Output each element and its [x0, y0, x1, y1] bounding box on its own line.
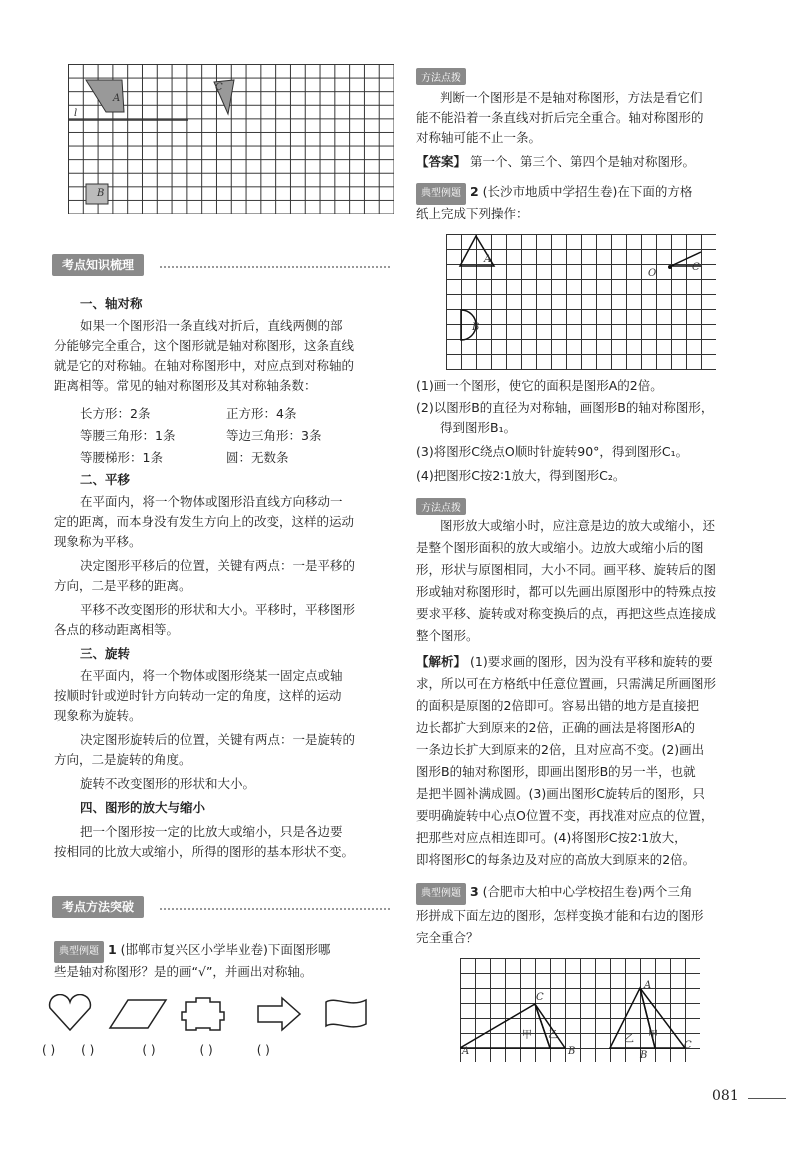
label-a: A: [644, 980, 652, 991]
question-2: 得到图形B₁。: [440, 420, 517, 435]
text-line: 在平面内，将一个物体或图形沿直线方向移动一: [80, 494, 343, 509]
heading-rotation: 三、旋转: [80, 646, 131, 661]
axis-count-item: 等边三角形：3条: [226, 428, 322, 443]
label-o: O: [648, 268, 657, 279]
analysis-line1: [416, 652, 713, 672]
example-question: 形拼成下面左边的图形，怎样变换才能和右边的图形: [416, 908, 704, 923]
label-a: A: [484, 254, 492, 265]
page-number: 081: [712, 1088, 739, 1104]
example-2-line1: [416, 182, 692, 205]
text-line: 方向，二是平移的距离。: [54, 578, 192, 593]
example-number: 3: [469, 884, 479, 899]
answer-line: [416, 152, 695, 172]
answer-brackets: [42, 1040, 392, 1060]
right-figure-yi: [640, 988, 685, 1048]
text-line: 把一个图形按一定的比放大或缩小，只是各边要: [80, 824, 343, 839]
question-4: (4)把图形C按2∶1放大，得到图形C₂。: [416, 468, 626, 483]
axis-count-item: 等腰三角形：1条: [80, 428, 176, 443]
page-number-rule: [748, 1098, 786, 1099]
section-title-knowledge: 考点知识梳理: [52, 254, 144, 276]
label-jia: 甲: [648, 1030, 658, 1041]
cross-shape: [182, 998, 224, 1030]
axis-count-item: 长方形：2条: [80, 406, 151, 421]
axis-count-item: 正方形：4条: [226, 406, 297, 421]
method-tag-1: [416, 66, 466, 85]
answer-bracket[interactable]: ( ): [81, 1043, 95, 1057]
method-tag-2: [416, 496, 466, 515]
answer-text: 第一个、第三个、第四个是轴对称图形。: [470, 154, 696, 169]
text-line: 能不能沿着一条直线对折后完全重合。轴对称图形的: [416, 110, 704, 125]
question-1: (1)画一个图形，使它的面积是图形A的2倍。: [416, 378, 663, 393]
analysis-text: (1)要求画的图形，因为没有平移和旋转的要: [470, 654, 713, 669]
example-question: (合肥市大柏中心学校招生卷)两个三角: [482, 884, 693, 899]
axis-count-item: 等腰梯形：1条: [80, 450, 163, 465]
text-line: 即将图形C的每条边及对应的高放大到原来的2倍。: [416, 852, 696, 867]
label-b: B: [640, 1050, 648, 1061]
label-c: C: [684, 1040, 692, 1051]
example-1-shapes: [44, 994, 384, 1034]
example-question: (邯郸市复兴区小学毕业卷)下面图形哪: [120, 942, 331, 957]
example-number: 1: [107, 942, 117, 957]
text-line: 各点的移动距离相等。: [54, 622, 180, 637]
heading-scaling: 四、图形的放大与缩小: [80, 800, 206, 815]
analysis-tag: 【解析】: [416, 654, 467, 669]
text-line: 整个图形。: [416, 628, 479, 643]
label-c: C: [536, 992, 544, 1003]
method-tag-label: 方法点拨: [416, 498, 466, 515]
label-c: C: [692, 262, 700, 273]
method-tag-label: 方法点拨: [416, 68, 466, 85]
text-line: 要明确旋转中心点O位置不变，再找准对应点的位置，: [416, 808, 714, 823]
label-yi: 乙: [624, 1034, 634, 1045]
label-b: B: [472, 322, 480, 333]
example-tag: 典型例题: [416, 883, 466, 905]
example-1-line1: [54, 940, 330, 963]
section-title-methods: 考点方法突破: [52, 896, 144, 918]
text-line: 方向，二是旋转的角度。: [54, 752, 192, 767]
flag-shape: [326, 1000, 366, 1027]
answer-bracket[interactable]: ( ): [256, 1043, 270, 1057]
text-line: 在平面内，将一个物体或图形绕某一固定点或轴: [80, 668, 343, 683]
example-question: 完全重合？: [416, 930, 479, 945]
point-o: [668, 265, 672, 269]
answer-tag: 【答案】: [416, 154, 467, 169]
example-3-line1: [416, 882, 692, 905]
label-yi: 乙: [548, 1030, 558, 1041]
text-line: 图形B的轴对称图形，即画出图形B的另一半，也就: [416, 764, 696, 779]
example-3-shapes: [460, 958, 700, 1062]
text-line: 决定图形平移后的位置，关键有两点：一是平移的: [80, 558, 356, 573]
section-divider: [160, 908, 390, 910]
text-line: 现象称为旋转。: [54, 708, 142, 723]
label-a: A: [462, 1046, 470, 1057]
example-tag: 典型例题: [54, 941, 104, 963]
text-line: 判断一个图形是不是轴对称图形，方法是看它们: [440, 90, 703, 105]
example-question: 纸上完成下列操作：: [416, 206, 529, 221]
heart-shape: [50, 995, 91, 1030]
text-line: 决定图形旋转后的位置，关键有两点：一是旋转的: [80, 732, 356, 747]
text-line: 把那些对应点相连即可。(4)将图形C按2∶1放大，: [416, 830, 687, 845]
text-line: 要求平移、旋转或对称变换后的点，再把这些点连接成: [416, 606, 717, 621]
answer-bracket[interactable]: ( ): [142, 1043, 156, 1057]
answer-bracket[interactable]: ( ): [42, 1043, 56, 1057]
text-line: 求，所以可在方格纸中任意位置画，只需满足所画图形: [416, 676, 717, 691]
label-b: B: [97, 188, 105, 199]
text-line: 图形放大或缩小时，应注意是边的放大或缩小，还: [440, 518, 716, 533]
top-grid-shapes: [68, 64, 394, 214]
text-line: 一条边长扩大到原来的2倍，且对应高不变。(2)画出: [416, 742, 705, 757]
text-line: 形或轴对称图形时，都可以先画出原图形中的特殊点按: [416, 584, 717, 599]
axis-count-item: 圆：无数条: [226, 450, 289, 465]
text-line: 就是它的对称轴。在轴对称图形中，对应点到对称轴的: [54, 358, 355, 373]
example-question: 些是轴对称图形？是的画“√”，并画出对称轴。: [54, 964, 313, 979]
heading-translation: 二、平移: [80, 472, 131, 487]
parallelogram-shape: [110, 1000, 166, 1028]
text-line: 按顺时针或逆时针方向转动一定的角度，这样的运动: [54, 688, 342, 703]
text-line: 平移不改变图形的形状和大小。平移时，平移图形: [80, 602, 356, 617]
text-line: 形，形状与原图相同，大小不同。画平移、旋转后的图: [416, 562, 717, 577]
text-line: 对称轴可能不止一条。: [416, 130, 542, 145]
example-question: (长沙市地质中学招生卷)在下面的方格: [482, 184, 693, 199]
text-line: 距离相等。常见的轴对称图形及其对称轴条数：: [54, 378, 317, 393]
question-3: (3)将图形C绕点O顺时针旋转90°，得到图形C₁。: [416, 444, 689, 459]
text-line: 如果一个图形沿一条直线对折后，直线两侧的部: [80, 318, 343, 333]
label-jia: 甲: [522, 1030, 532, 1041]
heading-axial-symmetry: 一、轴对称: [80, 296, 143, 311]
label-b: B: [568, 1046, 576, 1057]
text-line: 按相同的比放大或缩小，所得的图形的基本形状不变。: [54, 844, 355, 859]
text-line: 边长都扩大到原来的2倍，正确的画法是将图形A的: [416, 720, 696, 735]
label-a: A: [113, 93, 121, 104]
label-c: C: [215, 82, 223, 93]
arrow-shape: [258, 998, 300, 1030]
text-line: 分能够完全重合，这个图形就是轴对称图形，这条直线: [54, 338, 355, 353]
text-line: 旋转不改变图形的形状和大小。: [80, 776, 256, 791]
question-2: (2)以图形B的直径为对称轴，画图形B的轴对称图形，: [416, 400, 714, 415]
text-line: 现象称为平移。: [54, 534, 142, 549]
text-line: 定的距离，而本身没有发生方向上的改变，这样的运动: [54, 514, 355, 529]
section-divider: [160, 266, 390, 268]
example-tag: 典型例题: [416, 183, 466, 205]
text-line: 是把半圆补满成圆。(3)画出图形C旋转后的图形，只: [416, 786, 705, 801]
example-number: 2: [469, 184, 479, 199]
answer-bracket[interactable]: ( ): [199, 1043, 213, 1057]
text-line: 是整个图形面积的放大或缩小。边放大或缩小后的图: [416, 540, 704, 555]
text-line: 的面积是原图的2倍即可。容易出错的地方是直接把: [416, 698, 699, 713]
label-l: l: [74, 108, 78, 119]
